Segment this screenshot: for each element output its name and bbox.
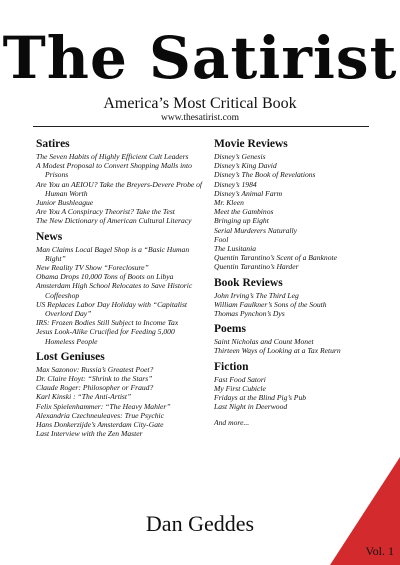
author-name: Dan Geddes — [145, 511, 255, 536]
section-heading: Lost Geniuses — [36, 350, 105, 363]
section-heading: Book Reviews — [214, 276, 283, 289]
section-movie-reviews — [214, 138, 374, 272]
section-heading: News — [36, 230, 63, 243]
contents-item: Last Night in Deerwood — [214, 402, 288, 412]
section-book-reviews — [214, 277, 374, 319]
section-heading: Satires — [36, 138, 70, 150]
section-heading: Poems — [214, 323, 246, 336]
contents-item: Mr. Kleen — [214, 198, 244, 208]
contents-item: Disney’s King David — [214, 161, 277, 171]
section-heading: Fiction — [214, 360, 249, 373]
contents-item: Disney’s 1984 — [214, 179, 257, 189]
contents-item: Disney’s Genesis — [214, 152, 266, 161]
contents-item: William Faulkner’s Sons of the South — [214, 299, 327, 309]
contents-item: Jesus Look-Alike Crucified for Feeding 5,000 Homeless People — [36, 327, 175, 346]
and-more-note: And more... — [214, 418, 250, 428]
section-fiction — [214, 361, 374, 412]
contents-item: The Seven Habits of Highly Efficient Cult Leaders — [36, 152, 189, 161]
book-title: The Satirist — [2, 24, 398, 92]
section-news — [36, 231, 206, 346]
contents-item: Thomas Pynchon’s Dys — [214, 309, 285, 319]
volume-label: Vol. 1 — [365, 544, 394, 558]
right-contents-column — [214, 138, 374, 428]
contents-item: Disney’s The Book of Revelations — [214, 170, 316, 180]
contents-item: My First Cubicle — [214, 383, 266, 393]
contents-item: Are You an AEIOU? Take the Breyers-Devere Probe of Human Worth — [36, 179, 203, 198]
contents-item: Dr. Claire Hoyt: “Shrink to the Stars” — [36, 374, 153, 384]
contents-item: The Lusitania — [214, 244, 256, 254]
contents-item: A Modest Proposal to Convert Shopping Malls into Prisons — [36, 161, 192, 180]
contents-item: Fast Food Satori — [214, 374, 266, 384]
contents-item: Junior Bushleague — [36, 198, 94, 208]
contents-item: Serial Murderers Naturally — [214, 225, 297, 235]
header-divider — [33, 126, 369, 127]
contents-item: John Irving’s The Third Leg — [214, 290, 299, 300]
section-poems — [214, 323, 374, 355]
contents-item: Alexandria Czechneuleaves: True Psychic — [36, 410, 164, 420]
contents-item: Claude Roger: Philosopher or Fraud? — [36, 383, 154, 393]
contents-item: Felix Spielenhammer: “The Heavy Mahler” — [36, 401, 171, 411]
contents-item: Fool — [214, 234, 229, 244]
contents-item: Fridays at the Blind Pig’s Pub — [214, 393, 307, 403]
contents-item: Karl Kinski : “The Anti-Artist” — [36, 392, 132, 402]
contents-item: Hans Donkerzijde’s Amsterdam City-Gate — [36, 420, 164, 430]
contents-item: Quentin Tarantino’s Harder — [214, 262, 299, 272]
contents-item: New Reality TV Show “Foreclosure” — [36, 263, 149, 273]
contents-item: Last Interview with the Zen Master — [36, 429, 143, 439]
contents-item: Amsterdam High School Relocates to Save Historic Coffeeshop — [36, 281, 193, 300]
contents-item: Are You A Conspiracy Theorist? Take the Test — [36, 207, 175, 217]
contents-item: Saint Nicholas and Count Monet — [214, 337, 314, 347]
contents-item: Man Claims Local Bagel Shop is a “Basic Human Right” — [36, 244, 190, 263]
website-url: www.thesatirist.com — [160, 113, 239, 123]
contents-item: Disney’s Animal Farm — [214, 188, 283, 198]
section-satires — [36, 138, 206, 226]
contents-item: Thirteen Ways of Looking at a Tax Return — [214, 346, 341, 356]
contents-item: Quentin Tarantino’s Scent of a Banknote — [214, 253, 337, 263]
contents-item: IRS: Frozen Bodies Still Subject to Income Tax — [36, 318, 179, 328]
contents-item: Obama Drops 10,000 Tons of Boots on Libya — [36, 272, 174, 282]
book-subtitle: America’s Most Critical Book — [103, 95, 297, 112]
contents-item: Meet the Gambinos — [214, 207, 274, 217]
section-lost-geniuses — [36, 351, 206, 439]
contents-item: US Replaces Labor Day Holiday with “Capitalist Overlord Day” — [36, 299, 188, 319]
contents-item: The New Dictionary of American Cultural Literacy — [36, 216, 192, 226]
section-heading: Movie Reviews — [214, 138, 288, 150]
contents-item: Bringing up Eight — [214, 216, 269, 226]
left-contents-column — [36, 138, 206, 443]
contents-item: Max Sazonov: Russia’s Greatest Poet? — [36, 364, 154, 374]
